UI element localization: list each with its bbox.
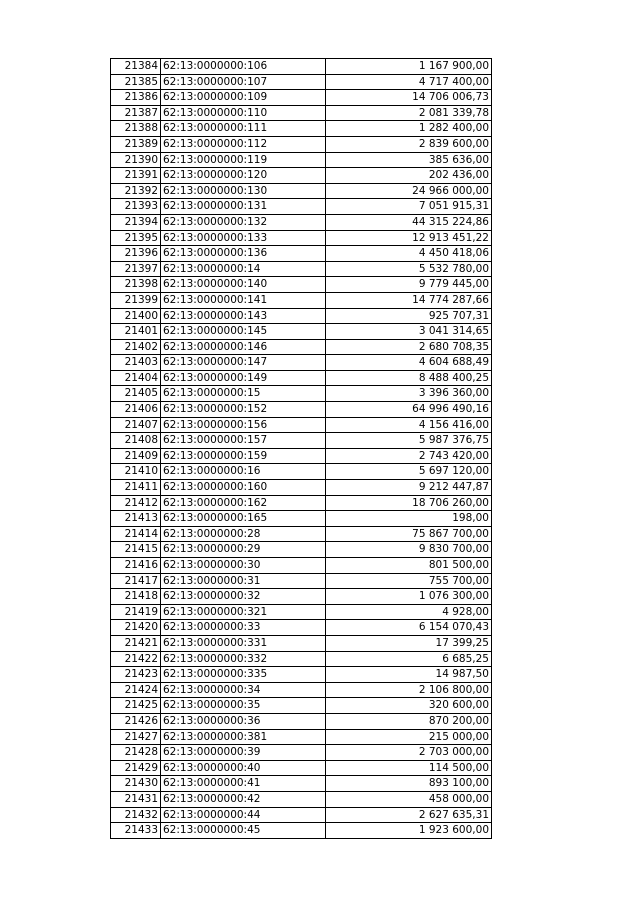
cadastral-number-cell: 62:13:0000000:157 (161, 433, 326, 449)
table-row (111, 105, 492, 121)
table-row (111, 542, 492, 558)
cadastral-value-cell: 755 700,00 (326, 573, 492, 589)
table-row (111, 355, 492, 371)
table-row (111, 698, 492, 714)
table-row (111, 573, 492, 589)
cadastral-value-cell: 2 839 600,00 (326, 136, 492, 152)
cadastral-number-cell: 62:13:0000000:30 (161, 558, 326, 574)
cadastral-number-cell: 62:13:0000000:145 (161, 324, 326, 340)
row-number-cell: 21396 (111, 246, 161, 262)
cadastral-value-cell: 215 000,00 (326, 729, 492, 745)
cadastral-value-cell: 17 399,25 (326, 635, 492, 651)
table-row (111, 651, 492, 667)
cadastral-value-cell: 5 532 780,00 (326, 261, 492, 277)
table-row (111, 370, 492, 386)
table-row (111, 417, 492, 433)
cadastral-value-cell: 114 500,00 (326, 760, 492, 776)
table-row (111, 823, 492, 839)
table-row (111, 402, 492, 418)
cadastral-number-cell: 62:13:0000000:381 (161, 729, 326, 745)
cadastral-value-cell: 1 076 300,00 (326, 589, 492, 605)
row-number-cell: 21406 (111, 402, 161, 418)
cadastral-number-cell: 62:13:0000000:141 (161, 292, 326, 308)
table-row (111, 667, 492, 683)
cadastral-number-cell: 62:13:0000000:16 (161, 464, 326, 480)
row-number-cell: 21429 (111, 760, 161, 776)
cadastral-number-cell: 62:13:0000000:147 (161, 355, 326, 371)
cadastral-number-cell: 62:13:0000000:32 (161, 589, 326, 605)
row-number-cell: 21388 (111, 121, 161, 137)
table-row (111, 246, 492, 262)
table-row (111, 495, 492, 511)
cadastral-value-cell: 2 703 000,00 (326, 745, 492, 761)
table-row (111, 59, 492, 75)
row-number-cell: 21402 (111, 339, 161, 355)
cadastral-value-cell: 4 450 418,06 (326, 246, 492, 262)
row-number-cell: 21430 (111, 776, 161, 792)
cadastral-number-cell: 62:13:0000000:111 (161, 121, 326, 137)
row-number-cell: 21420 (111, 620, 161, 636)
row-number-cell: 21390 (111, 152, 161, 168)
cadastral-value-table (110, 58, 492, 839)
cadastral-value-cell: 44 315 224,86 (326, 214, 492, 230)
table-body (111, 59, 492, 839)
row-number-cell: 21424 (111, 682, 161, 698)
table-row (111, 635, 492, 651)
cadastral-number-cell: 62:13:0000000:132 (161, 214, 326, 230)
cadastral-number-cell: 62:13:0000000:133 (161, 230, 326, 246)
cadastral-value-cell: 6 154 070,43 (326, 620, 492, 636)
table-row (111, 168, 492, 184)
row-number-cell: 21386 (111, 90, 161, 106)
row-number-cell: 21422 (111, 651, 161, 667)
cadastral-value-cell: 75 867 700,00 (326, 526, 492, 542)
cadastral-value-cell: 9 212 447,87 (326, 480, 492, 496)
cadastral-number-cell: 62:13:0000000:34 (161, 682, 326, 698)
cadastral-value-cell: 14 987,50 (326, 667, 492, 683)
cadastral-number-cell: 62:13:0000000:109 (161, 90, 326, 106)
cadastral-value-cell: 2 743 420,00 (326, 448, 492, 464)
cadastral-value-cell: 5 987 376,75 (326, 433, 492, 449)
row-number-cell: 21407 (111, 417, 161, 433)
row-number-cell: 21393 (111, 199, 161, 215)
row-number-cell: 21419 (111, 604, 161, 620)
cadastral-value-cell: 1 923 600,00 (326, 823, 492, 839)
cadastral-number-cell: 62:13:0000000:156 (161, 417, 326, 433)
row-number-cell: 21433 (111, 823, 161, 839)
cadastral-value-cell: 198,00 (326, 511, 492, 527)
cadastral-number-cell: 62:13:0000000:107 (161, 74, 326, 90)
cadastral-number-cell: 62:13:0000000:146 (161, 339, 326, 355)
table-row (111, 308, 492, 324)
row-number-cell: 21403 (111, 355, 161, 371)
cadastral-value-cell: 14 706 006,73 (326, 90, 492, 106)
cadastral-value-cell: 4 604 688,49 (326, 355, 492, 371)
cadastral-number-cell: 62:13:0000000:31 (161, 573, 326, 589)
table-row (111, 713, 492, 729)
cadastral-value-cell: 385 636,00 (326, 152, 492, 168)
cadastral-number-cell: 62:13:0000000:162 (161, 495, 326, 511)
table-row (111, 760, 492, 776)
cadastral-number-cell: 62:13:0000000:41 (161, 776, 326, 792)
table-row (111, 807, 492, 823)
cadastral-value-cell: 8 488 400,25 (326, 370, 492, 386)
table-row (111, 448, 492, 464)
row-number-cell: 21392 (111, 183, 161, 199)
cadastral-value-cell: 24 966 000,00 (326, 183, 492, 199)
cadastral-number-cell: 62:13:0000000:152 (161, 402, 326, 418)
cadastral-value-cell: 2 081 339,78 (326, 105, 492, 121)
cadastral-value-cell: 14 774 287,66 (326, 292, 492, 308)
cadastral-value-cell: 9 779 445,00 (326, 277, 492, 293)
cadastral-number-cell: 62:13:0000000:335 (161, 667, 326, 683)
row-number-cell: 21421 (111, 635, 161, 651)
cadastral-number-cell: 62:13:0000000:130 (161, 183, 326, 199)
cadastral-number-cell: 62:13:0000000:29 (161, 542, 326, 558)
cadastral-number-cell: 62:13:0000000:35 (161, 698, 326, 714)
row-number-cell: 21416 (111, 558, 161, 574)
row-number-cell: 21400 (111, 308, 161, 324)
table-row (111, 277, 492, 293)
row-number-cell: 21399 (111, 292, 161, 308)
table-row (111, 682, 492, 698)
cadastral-number-cell: 62:13:0000000:36 (161, 713, 326, 729)
row-number-cell: 21409 (111, 448, 161, 464)
row-number-cell: 21395 (111, 230, 161, 246)
cadastral-number-cell: 62:13:0000000:331 (161, 635, 326, 651)
cadastral-number-cell: 62:13:0000000:33 (161, 620, 326, 636)
cadastral-number-cell: 62:13:0000000:321 (161, 604, 326, 620)
row-number-cell: 21426 (111, 713, 161, 729)
cadastral-number-cell: 62:13:0000000:120 (161, 168, 326, 184)
cadastral-value-cell: 3 396 360,00 (326, 386, 492, 402)
cadastral-number-cell: 62:13:0000000:15 (161, 386, 326, 402)
row-number-cell: 21398 (111, 277, 161, 293)
table-row (111, 199, 492, 215)
row-number-cell: 21408 (111, 433, 161, 449)
cadastral-value-cell: 3 041 314,65 (326, 324, 492, 340)
row-number-cell: 21412 (111, 495, 161, 511)
cadastral-value-cell: 7 051 915,31 (326, 199, 492, 215)
cadastral-value-cell: 1 282 400,00 (326, 121, 492, 137)
table-row (111, 230, 492, 246)
table-row (111, 324, 492, 340)
cadastral-value-cell: 458 000,00 (326, 791, 492, 807)
table-row (111, 339, 492, 355)
table-row (111, 261, 492, 277)
row-number-cell: 21423 (111, 667, 161, 683)
cadastral-value-cell: 801 500,00 (326, 558, 492, 574)
cadastral-number-cell: 62:13:0000000:140 (161, 277, 326, 293)
cadastral-number-cell: 62:13:0000000:39 (161, 745, 326, 761)
table-row (111, 183, 492, 199)
cadastral-value-cell: 6 685,25 (326, 651, 492, 667)
cadastral-number-cell: 62:13:0000000:42 (161, 791, 326, 807)
table-row (111, 214, 492, 230)
cadastral-number-cell: 62:13:0000000:28 (161, 526, 326, 542)
table-row (111, 90, 492, 106)
cadastral-number-cell: 62:13:0000000:110 (161, 105, 326, 121)
row-number-cell: 21418 (111, 589, 161, 605)
row-number-cell: 21410 (111, 464, 161, 480)
table-row (111, 745, 492, 761)
table-row (111, 620, 492, 636)
cadastral-value-cell: 4 717 400,00 (326, 74, 492, 90)
row-number-cell: 21384 (111, 59, 161, 75)
row-number-cell: 21387 (111, 105, 161, 121)
cadastral-value-cell: 64 996 490,16 (326, 402, 492, 418)
row-number-cell: 21427 (111, 729, 161, 745)
cadastral-value-cell: 870 200,00 (326, 713, 492, 729)
row-number-cell: 21414 (111, 526, 161, 542)
row-number-cell: 21404 (111, 370, 161, 386)
cadastral-value-cell: 18 706 260,00 (326, 495, 492, 511)
cadastral-number-cell: 62:13:0000000:112 (161, 136, 326, 152)
table-row (111, 480, 492, 496)
table-row (111, 604, 492, 620)
row-number-cell: 21389 (111, 136, 161, 152)
row-number-cell: 21405 (111, 386, 161, 402)
row-number-cell: 21391 (111, 168, 161, 184)
cadastral-value-cell: 202 436,00 (326, 168, 492, 184)
table-row (111, 511, 492, 527)
table-row (111, 729, 492, 745)
cadastral-value-cell: 925 707,31 (326, 308, 492, 324)
table-row (111, 791, 492, 807)
cadastral-number-cell: 62:13:0000000:165 (161, 511, 326, 527)
row-number-cell: 21385 (111, 74, 161, 90)
row-number-cell: 21431 (111, 791, 161, 807)
table-row (111, 136, 492, 152)
cadastral-number-cell: 62:13:0000000:45 (161, 823, 326, 839)
table-row (111, 558, 492, 574)
cadastral-number-cell: 62:13:0000000:136 (161, 246, 326, 262)
cadastral-number-cell: 62:13:0000000:106 (161, 59, 326, 75)
row-number-cell: 21417 (111, 573, 161, 589)
cadastral-value-cell: 5 697 120,00 (326, 464, 492, 480)
cadastral-value-cell: 1 167 900,00 (326, 59, 492, 75)
table-row (111, 433, 492, 449)
table-row (111, 386, 492, 402)
cadastral-value-cell: 2 627 635,31 (326, 807, 492, 823)
cadastral-value-cell: 2 680 708,35 (326, 339, 492, 355)
table-row (111, 776, 492, 792)
row-number-cell: 21397 (111, 261, 161, 277)
row-number-cell: 21401 (111, 324, 161, 340)
cadastral-number-cell: 62:13:0000000:131 (161, 199, 326, 215)
row-number-cell: 21415 (111, 542, 161, 558)
row-number-cell: 21394 (111, 214, 161, 230)
cadastral-number-cell: 62:13:0000000:149 (161, 370, 326, 386)
cadastral-value-cell: 12 913 451,22 (326, 230, 492, 246)
cadastral-value-cell: 4 928,00 (326, 604, 492, 620)
table-row (111, 121, 492, 137)
cadastral-number-cell: 62:13:0000000:44 (161, 807, 326, 823)
table-row (111, 464, 492, 480)
row-number-cell: 21425 (111, 698, 161, 714)
row-number-cell: 21413 (111, 511, 161, 527)
cadastral-value-cell: 320 600,00 (326, 698, 492, 714)
cadastral-number-cell: 62:13:0000000:159 (161, 448, 326, 464)
table-row (111, 74, 492, 90)
row-number-cell: 21428 (111, 745, 161, 761)
cadastral-value-cell: 893 100,00 (326, 776, 492, 792)
table-row (111, 526, 492, 542)
table-row (111, 292, 492, 308)
table-row (111, 589, 492, 605)
cadastral-number-cell: 62:13:0000000:40 (161, 760, 326, 776)
table-row (111, 152, 492, 168)
row-number-cell: 21432 (111, 807, 161, 823)
cadastral-value-cell: 2 106 800,00 (326, 682, 492, 698)
cadastral-value-cell: 4 156 416,00 (326, 417, 492, 433)
row-number-cell: 21411 (111, 480, 161, 496)
cadastral-number-cell: 62:13:0000000:119 (161, 152, 326, 168)
cadastral-value-cell: 9 830 700,00 (326, 542, 492, 558)
cadastral-number-cell: 62:13:0000000:143 (161, 308, 326, 324)
cadastral-number-cell: 62:13:0000000:14 (161, 261, 326, 277)
cadastral-number-cell: 62:13:0000000:160 (161, 480, 326, 496)
cadastral-number-cell: 62:13:0000000:332 (161, 651, 326, 667)
